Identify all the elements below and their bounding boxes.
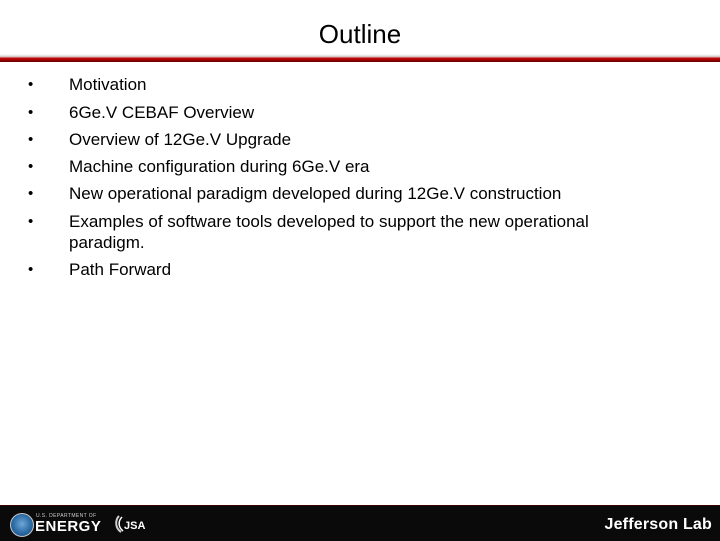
bullet-marker: •: [28, 261, 34, 278]
bullet-text: New operational paradigm developed during 12Ge.V construction: [69, 184, 562, 203]
bullet-marker: •: [28, 104, 34, 121]
jefferson-lab-logo: Jefferson Lab: [604, 516, 712, 533]
bullet-text: Motivation: [69, 75, 147, 94]
doe-seal-icon: [10, 513, 34, 537]
jsa-logo-icon: [113, 512, 147, 536]
doe-energy-logo: ENERGY: [35, 518, 102, 535]
bullet-text: Examples of software tools developed to support the new operational paradigm.: [69, 212, 589, 252]
bullet-text: 6Ge.V CEBAF Overview: [69, 103, 255, 122]
bullet-text: Machine configuration during 6Ge.V era: [69, 157, 370, 176]
doe-department-label: U.S. DEPARTMENT OF: [36, 513, 97, 519]
bullet-text: Overview of 12Ge.V Upgrade: [69, 130, 292, 149]
bullet-marker: •: [28, 76, 34, 93]
bullet-marker: •: [28, 185, 34, 202]
bullet-marker: •: [28, 213, 34, 230]
slide-title: Outline: [318, 19, 402, 49]
bullet-marker: •: [28, 158, 34, 175]
jsa-logo-text: JSA: [124, 520, 146, 532]
bullet-text: Path Forward: [69, 260, 172, 279]
bullet-marker: •: [28, 131, 34, 148]
footer-bar: [0, 505, 720, 541]
title-divider: [0, 54, 720, 62]
